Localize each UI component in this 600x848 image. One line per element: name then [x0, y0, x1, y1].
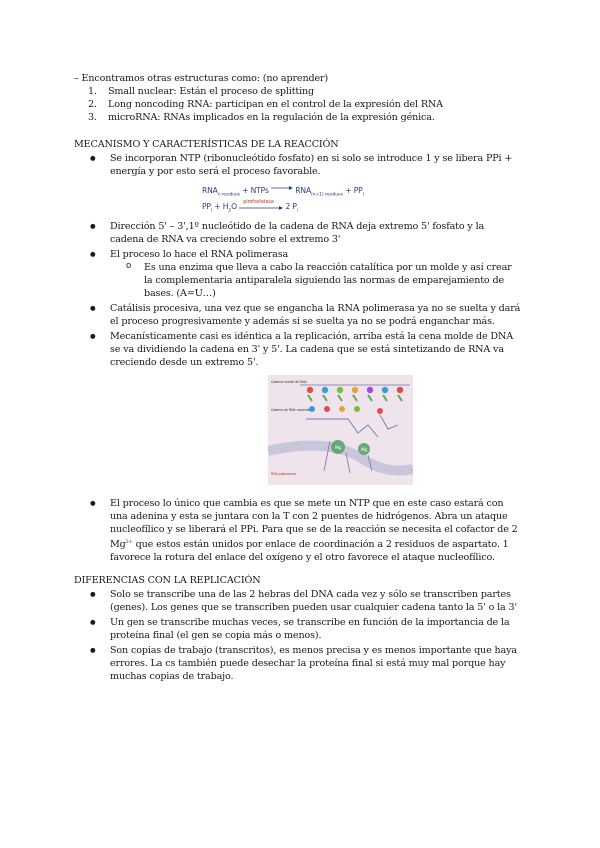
- list-item: 1. Small nuclear: Están el proceso de splitting: [88, 86, 315, 97]
- reaction-equations: [110, 180, 534, 216]
- sub-list: [110, 261, 534, 300]
- sub-list-item: o Es una enzima que lleva a cabo la reacción catalítica por un molde y así crear la complementaria antiparalela siguiendo las normas de emparejamiento de bases. (A=U…): [74, 261, 534, 300]
- list-item: 3. microRNA: RNAs implicados en la regulación de la expresión génica.: [88, 112, 435, 123]
- list-item: 2. Long noncoding RNA: participan en el control de la expresión del RNA: [88, 99, 443, 110]
- list-item: ● Catálisis procesiva, una vez que se engancha la RNA polimerasa ya no se suelta y dará el proceso progresivamente y además si se suelta ya no se podrá enganchar más.: [74, 302, 534, 328]
- enzyme-arrow: pirofosfatasa: [239, 202, 283, 212]
- list-item: ● Un gen se transcribe muchas veces, se transcribe en función de la importancia de la proteína final (el gen se copia más o menos).: [74, 616, 534, 642]
- rna-polymerase-figure: [268, 375, 413, 485]
- rna-polymerase-diagram: [268, 375, 413, 485]
- equation-1: $RNA_{n residuos}$ + NTPs $RNA_{(n+1) residuos} + PP_i$: [202, 184, 364, 202]
- equation-2: $PP_i + H_2O$ pirofosfatasa 2 $P_i$: [202, 199, 298, 214]
- mechanism-list: [74, 152, 534, 564]
- differences-heading: DIFERENCIAS CON LA REPLICACIÓN: [74, 575, 261, 587]
- list-item: ● Mecanísticamente casi es idéntica a la replicación, arriba está la cena molde de DNA se va dividiendo la cadena en 3' y 5'. La cadena que se está sintetizando de RNA va creciendo desde un extremo 5'. Mg Mg Cadena molde de DNA Cadena de RNA naciente RNA polimerasa: [74, 330, 534, 485]
- list-item: ● Se incorporan NTP (ribonucleótido fosfato) en si solo se introduce 1 y se libera PPi + energía y por esto será el proceso favorable. $RNA_{n residuos}$ + NTPs $RNA_{(n+1) residuos} + PP_i$ $PP_i + H_2O$ pirofosfatasa 2 $P_i$: [74, 152, 534, 216]
- list-item: ● Dirección 5' – 3',1º nucleótido de la cadena de RNA deja extremo 5' fosfato y la cadena de RNA va creciendo sobre el extremo 3': [74, 220, 534, 246]
- mechanism-heading: MECANISMO Y CARACTERÍSTICAS DE LA REACCIÓN: [74, 139, 339, 150]
- differences-list: [74, 588, 534, 683]
- document-body: [74, 72, 534, 685]
- list-item: ● El proceso lo único que cambia es que se mete un NTP que en este caso estará con una adenina y esta se juntara con la T con 2 puentes de hidrógenos. Abra un ataque nucleofílico y se liberará el PPi. Para que se de la reacción se necesita el cofactor de 2 $Mg^{2+}$ que estos están unidos por enlace de coordinación a 2 residuos de aspartato. 1 favorece la rotura del enlace del oxígeno y el otro favorece el ataque nucleofílico.: [74, 497, 534, 564]
- intro-line: – Encontramos otras estructuras como: (no aprender): [74, 73, 329, 84]
- figure-label-template: Cadena molde de DNA: [271, 380, 307, 384]
- structures-list: [74, 85, 534, 124]
- list-item: ● Son copias de trabajo (transcritos), es menos precisa y es menos importante que haya errores. La cs también puede desechar la proteína final si está muy mal porque hay muchas copias de trabajo.: [74, 644, 534, 683]
- reaction-arrow: [271, 182, 293, 195]
- svg-text:Mg: Mg: [335, 445, 341, 450]
- list-item: ● El proceso lo hace el RNA polimerasa o Es una enzima que lleva a cabo la reacción catalítica por un molde y así crear la complementaria antiparalela siguiendo las normas de emparejamiento de bases. (A=U…): [74, 248, 534, 300]
- figure-label-polymerase: RNA polimerasa: [271, 472, 297, 476]
- list-item: ● Solo se transcribe una de las 2 hebras del DNA cada vez y sólo se transcriben partes (genes). Los genes que se transcriben pueden usar cualquier cadena tanto la 5' o la 3': [74, 588, 534, 614]
- svg-text:Mg: Mg: [361, 447, 367, 452]
- figure-label-nascent: Cadena de RNA naciente: [271, 408, 310, 412]
